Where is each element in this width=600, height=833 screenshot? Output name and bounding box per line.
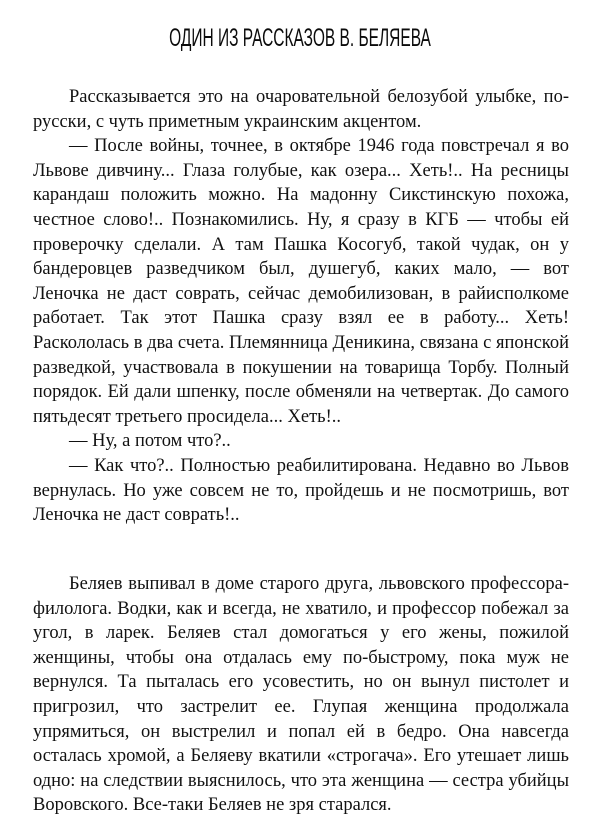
paragraph: — Ну, а потом что?.. bbox=[69, 431, 231, 452]
paragraph: Рассказывается это на очаровательной белозубой улыбке, по-русски, с чуть приметным украинским акцентом. bbox=[33, 87, 569, 132]
page-title: ОДИН ИЗ РАССКАЗОВ В. БЕЛЯЕВА bbox=[169, 24, 431, 52]
story-two bbox=[33, 572, 569, 818]
story-one bbox=[33, 85, 569, 528]
paragraph: Беляев выпивал в доме старого друга, львовского профессора-филолога. Водки, как и всегда, не хватило, и профессор побежал за угол, в ларек. Беляев стал домогаться у его жены, пожилой женщины, чтобы она отдалась ему по-быстрому, пока муж не вернулся. Та пыталась его усовестить, но он вынул пистолет и пригрозил, что застрелит ее. Глупая женщина продолжала упрямиться, он выстрелил и попал ей в бедро. Она навсегда осталась хромой, а Беляеву вкатили «строгача». Его утешает лишь одно: на следствии выяснилось, что эта женщина — сестра убийцы Воровского. Все-таки Беляев не зря старался. bbox=[33, 574, 569, 816]
paragraph: — Как что?.. Полностью реабилитирована. Недавно во Львов вернулась. Но уже совсем не то, пройдешь и не посмотришь, вот Леночка не даст соврать!.. bbox=[33, 455, 569, 526]
paragraph: — После войны, точнее, в октябре 1946 года повстречал я во Львове дивчину... Глаза голубые, как озера... Хеть!.. На ресницы карандаш положить можно. На мадонну Сикстинскую похожа, честное слово!.. Познакомились. Ну, я сразу в КГБ — чтобы ей проверочку сделали. А там Пашка Косогуб, такой чудак, он у бандеровцев разведчиком был, душегуб, каких мало, — вот Леночка не даст соврать, сейчас демобилизован, в райисполкоме работает. Так этот Пашка сразу взял ее в работу... Хеть! Раскололась в два счета. Племянница Деникина, связана с японской разведкой, участвовала в покушении на товарища Торбу. Полный порядок. Ей дали шпенку, после обменяли на четвертак. До самого пятьдесят третьего просидела... Хеть!.. bbox=[33, 136, 569, 427]
